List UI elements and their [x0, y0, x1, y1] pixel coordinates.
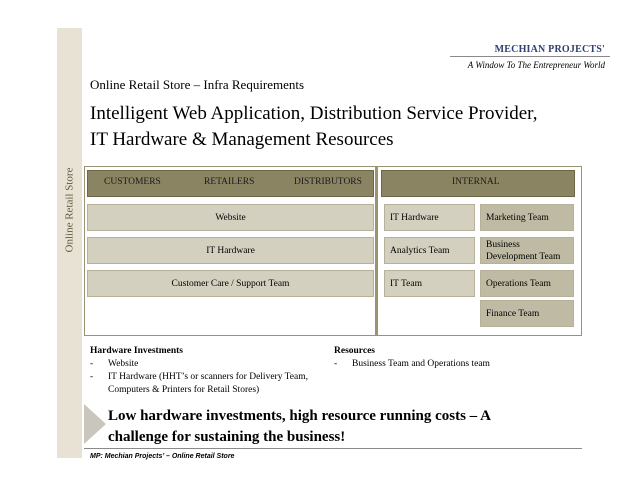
row-it-hardware: IT Hardware [87, 237, 374, 264]
resources-title: Resources [334, 346, 375, 356]
row-customer-care: Customer Care / Support Team [87, 270, 374, 297]
resources [334, 345, 490, 371]
internal-business-dev-team: Business Development Team [480, 237, 574, 264]
header-distributors: DISTRIBUTORS [294, 177, 362, 187]
footer-divider [84, 448, 582, 449]
internal-operations-team: Operations Team [480, 270, 574, 297]
external-header-bar [87, 170, 374, 197]
conclusion: Low hardware investments, high resource running costs – A challenge for sustaining the business! [108, 408, 491, 445]
internal-finance-team: Finance Team [480, 300, 574, 327]
top-divider [450, 56, 610, 57]
side-label: Online Retail Store [63, 167, 76, 253]
internal-it-team: IT Team [384, 270, 475, 297]
header-customers: CUSTOMERS [104, 177, 161, 187]
internal-header-bar [381, 170, 575, 197]
brand-name: MECHIAN PROJECTS' [494, 44, 605, 55]
list-item: - IT Hardware (HHT’s or scanners for Delivery Team, Computers & Printers for Retail Stores) [90, 372, 308, 395]
investments-title: Hardware Investments [90, 346, 183, 356]
tagline: A Window To The Entrepreneur World [467, 60, 605, 70]
list-item: - Website [90, 359, 139, 369]
slide-title: Intelligent Web Application, Distribution Service Provider, IT Hardware & Management Resources [90, 103, 538, 150]
arrow-icon [84, 404, 106, 444]
diagram-divider [375, 166, 378, 336]
header-retailers: RETAILERS [204, 177, 255, 187]
row-website: Website [87, 204, 374, 231]
list-item: - Business Team and Operations team [334, 359, 490, 369]
internal-analytics-team: Analytics Team [384, 237, 475, 264]
internal-it-hardware: IT Hardware [384, 204, 475, 231]
footer: MP: Mechian Projects’ – Online Retail Store [90, 453, 235, 460]
hardware-investments [90, 345, 330, 397]
header-internal: INTERNAL [452, 177, 500, 187]
internal-marketing-team: Marketing Team [480, 204, 574, 231]
slide-subtitle: Online Retail Store – Infra Requirements [90, 77, 305, 92]
